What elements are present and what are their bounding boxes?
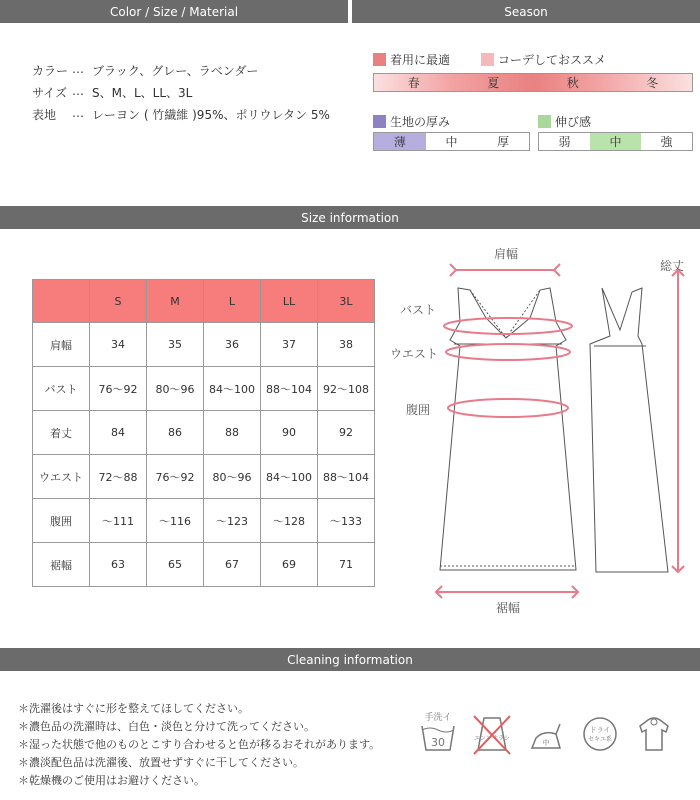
- table-cell: 38: [318, 323, 375, 367]
- thickness-scale: [373, 132, 530, 151]
- hip-loop: [448, 399, 568, 417]
- label-bust: バスト: [400, 303, 437, 317]
- table-row: [33, 323, 375, 367]
- size-col-header: M: [147, 280, 204, 323]
- material-value: S、M、L、LL、3L: [92, 86, 193, 100]
- thickness-level-mid: 中: [445, 135, 458, 149]
- table-row: [33, 367, 375, 411]
- table-cell: 92: [318, 411, 375, 455]
- size-col-header: 3L: [318, 280, 375, 323]
- material-value: ブラック、グレー、ラベンダー: [92, 64, 259, 78]
- stretch-swatch: [538, 115, 551, 128]
- no-bleach-icon: [472, 708, 512, 758]
- legend-coord-swatch: [481, 53, 494, 66]
- legend-coord-label: コーデしておススメ: [498, 53, 607, 67]
- stretch-level-strong: 強: [660, 135, 673, 149]
- size-table-header: [33, 280, 375, 323]
- table-cell: 76〜92: [147, 455, 204, 499]
- size-table-corner: [33, 280, 90, 323]
- material-key: サイズ: [32, 86, 68, 100]
- legend-best-swatch: [373, 53, 386, 66]
- garment-diagram: [380, 240, 700, 620]
- material-row: [32, 62, 258, 79]
- stretch-label: 伸び感: [555, 115, 592, 129]
- label-shoulder: 肩幅: [493, 247, 519, 261]
- table-cell: 〜111: [90, 499, 147, 543]
- cleaning-notes: [18, 700, 380, 790]
- row-label: バスト: [33, 367, 90, 411]
- material-dots: …: [72, 84, 84, 98]
- table-cell: 88: [204, 411, 261, 455]
- season-spring: 春: [407, 76, 420, 90]
- hand-wash-label: 手洗イ: [424, 713, 452, 723]
- table-cell: 〜128: [261, 499, 318, 543]
- table-row: [33, 543, 375, 587]
- hand-wash-temp: 30: [431, 736, 445, 749]
- table-cell: 35: [147, 323, 204, 367]
- cleaning-note: ＊乾燥機のご使用はお避けください。: [18, 774, 205, 787]
- thickness-level-thick: 厚: [497, 135, 510, 149]
- table-cell: 84〜100: [261, 455, 318, 499]
- row-label: ウエスト: [33, 455, 90, 499]
- material-dots: …: [72, 106, 84, 120]
- iron-icon: [526, 708, 566, 758]
- row-label: 肩幅: [33, 323, 90, 367]
- material-dots: …: [72, 62, 84, 76]
- table-cell: 36: [204, 323, 261, 367]
- table-cell: 88〜104: [318, 455, 375, 499]
- header-size-information: Size information: [0, 206, 700, 229]
- material-key: カラー: [32, 64, 69, 78]
- table-cell: 34: [90, 323, 147, 367]
- material-key: 表地: [32, 108, 57, 122]
- size-table: [32, 279, 375, 587]
- season-winter: 冬: [646, 76, 659, 90]
- row-label: 腹囲: [33, 499, 90, 543]
- stretch-scale: [538, 132, 693, 151]
- table-row: [33, 499, 375, 543]
- waist-loop: [446, 344, 570, 360]
- bust-loop: [444, 318, 572, 334]
- table-cell: 65: [147, 543, 204, 587]
- table-cell: 76〜92: [90, 367, 147, 411]
- care-icons: [418, 708, 674, 758]
- material-row: [32, 84, 192, 101]
- legend-best-label: 着用に最適: [390, 53, 451, 67]
- stretch-level-mid: 中: [590, 133, 641, 150]
- table-cell: 86: [147, 411, 204, 455]
- cleaning-note: ＊湿った状態で他のものとこすり合わせると色が移るおそれがあります。: [18, 738, 381, 751]
- table-cell: 92〜108: [318, 367, 375, 411]
- cleaning-note: ＊濃色品の洗濯時は、白色・淡色と分けて洗ってください。: [18, 720, 315, 733]
- table-cell: 72〜88: [90, 455, 147, 499]
- header-cleaning-information: Cleaning information: [0, 648, 700, 671]
- legend-best: [373, 51, 450, 68]
- flat-dry-icon: [634, 708, 674, 758]
- dress-front: [440, 288, 576, 570]
- table-cell: 〜123: [204, 499, 261, 543]
- thickness-swatch: [373, 115, 386, 128]
- dry-clean-icon: [580, 708, 620, 758]
- season-scale: [373, 73, 693, 92]
- thickness-label: 生地の厚み: [390, 115, 451, 129]
- table-cell: 80〜96: [147, 367, 204, 411]
- size-col-header: L: [204, 280, 261, 323]
- row-label: 裾幅: [33, 543, 90, 587]
- table-cell: 88〜104: [261, 367, 318, 411]
- table-cell: 84: [90, 411, 147, 455]
- cleaning-note: ＊濃淡配色品は洗濯後、放置せずすぐに干してください。: [18, 756, 304, 769]
- table-cell: 67: [204, 543, 261, 587]
- stretch-legend: [538, 113, 591, 130]
- table-cell: 〜116: [147, 499, 204, 543]
- table-cell: 〜133: [318, 499, 375, 543]
- season-summer: 夏: [487, 76, 500, 90]
- thickness-legend: [373, 113, 450, 130]
- season-autumn: 秋: [566, 76, 579, 90]
- table-cell: 71: [318, 543, 375, 587]
- table-cell: 63: [90, 543, 147, 587]
- hand-wash-icon: [418, 708, 458, 758]
- dry-sub-label: セキユ系: [587, 736, 613, 743]
- table-cell: 84〜100: [204, 367, 261, 411]
- size-col-header: LL: [261, 280, 318, 323]
- table-cell: 37: [261, 323, 318, 367]
- bleach-label: エンソサラシ: [473, 735, 511, 742]
- dress-neckline: [470, 290, 540, 338]
- header-season: Season: [352, 0, 700, 23]
- cleaning-note: ＊洗濯後はすぐに形を整えてほしてください。: [18, 702, 249, 715]
- size-col-header: S: [90, 280, 147, 323]
- header-color-size-material: Color / Size / Material: [0, 0, 348, 23]
- iron-label: 中: [542, 739, 550, 747]
- material-value: レーヨン ( 竹繊維 )95%、ポリウレタン 5%: [92, 108, 330, 122]
- table-row: [33, 455, 375, 499]
- dry-label: ドライ: [589, 726, 611, 734]
- table-cell: 80〜96: [204, 455, 261, 499]
- label-length: 総丈: [660, 259, 685, 273]
- material-row: [32, 106, 330, 123]
- thickness-level-thin: 薄: [374, 133, 426, 150]
- dress-side: [590, 288, 668, 572]
- row-label: 着丈: [33, 411, 90, 455]
- label-waist: ウエスト: [390, 347, 439, 361]
- legend-coord: [481, 51, 606, 68]
- table-row: [33, 411, 375, 455]
- table-cell: 90: [261, 411, 318, 455]
- table-cell: 69: [261, 543, 318, 587]
- label-hip: 腹囲: [406, 403, 431, 417]
- label-hem: 裾幅: [495, 601, 521, 615]
- stretch-level-weak: 弱: [558, 135, 571, 149]
